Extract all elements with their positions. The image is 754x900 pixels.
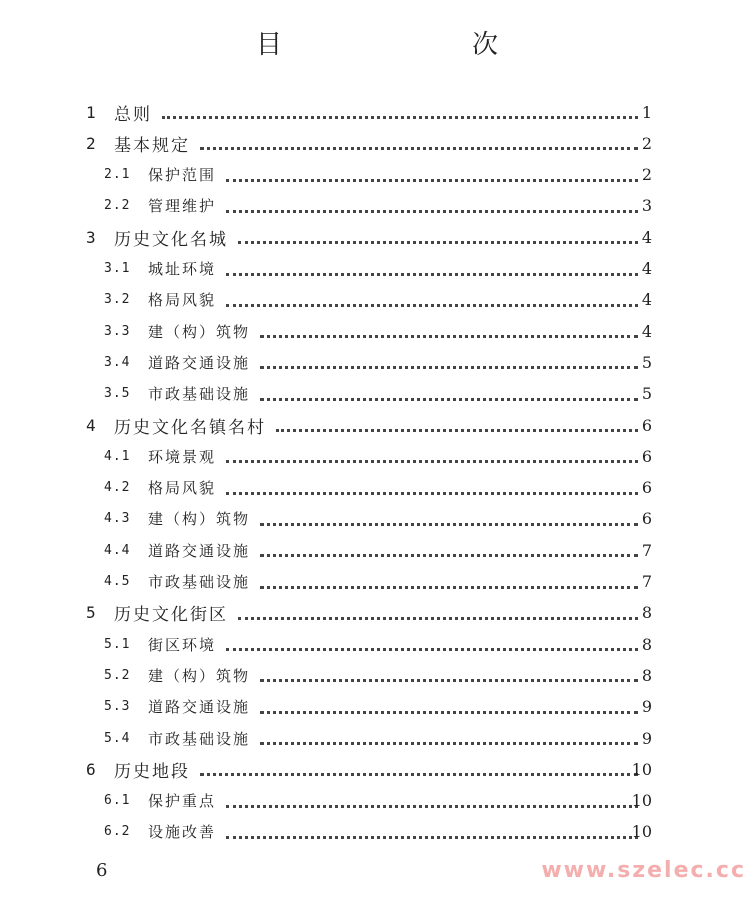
toc-entry-number: 4.1 — [104, 448, 131, 464]
toc-entry-title: 设施改善 — [148, 823, 217, 842]
toc-entry-page: 8 — [641, 603, 652, 623]
toc-entry-title: 环境景观 — [148, 447, 217, 466]
toc-entry-number: 3.1 — [104, 261, 131, 276]
toc-entry[interactable] — [104, 693, 652, 721]
toc-entry-page: 4 — [641, 227, 652, 247]
toc-entry-title: 市政基础设施 — [148, 385, 251, 404]
toc-dot-leader — [200, 144, 638, 150]
toc-entry-page: 8 — [641, 634, 652, 654]
toc-entry-number: 4.4 — [104, 542, 131, 558]
toc-entry-number: 3.5 — [104, 386, 131, 402]
toc-entry[interactable] — [86, 755, 652, 783]
toc-entry-number: 5.1 — [104, 636, 131, 652]
toc-entry-number: 4.2 — [104, 480, 131, 496]
page-number: 6 — [96, 860, 108, 881]
toc-entry-page: 6 — [641, 446, 652, 466]
toc-entry[interactable] — [104, 661, 652, 689]
toc-dot-leader — [260, 676, 638, 682]
toc-entry-title: 道路交通设施 — [148, 353, 251, 372]
toc-entry[interactable] — [104, 474, 652, 502]
toc-dot-leader — [226, 176, 638, 182]
toc-entry-page: 9 — [641, 697, 652, 717]
page-title: 目 次 — [255, 30, 544, 60]
toc-entry-page: 6 — [641, 478, 652, 498]
toc-entry-number: 2.2 — [104, 198, 131, 214]
toc-dot-leader — [226, 457, 638, 463]
toc-entry[interactable] — [104, 630, 652, 658]
toc-dot-leader — [238, 614, 638, 620]
toc-entry[interactable] — [104, 505, 652, 533]
toc-entry-page: 4 — [641, 290, 652, 310]
toc-entry-title: 市政基础设施 — [148, 729, 251, 748]
toc-entry-title: 管理维护 — [148, 197, 217, 216]
toc-dot-leader — [162, 113, 638, 119]
toc-entry[interactable] — [104, 568, 652, 596]
toc-entry-number: 5 — [86, 603, 96, 623]
toc-dot-leader — [260, 395, 638, 401]
toc-entry[interactable] — [104, 348, 652, 376]
toc-entry-page: 5 — [641, 384, 652, 404]
toc-entry-number: 4 — [86, 415, 96, 435]
watermark: www.szelec.cc — [541, 858, 746, 883]
toc-entry-page: 3 — [641, 196, 652, 216]
toc-entry-title: 道路交通设施 — [148, 698, 251, 717]
toc-dot-leader — [238, 238, 638, 244]
toc-entry[interactable] — [104, 787, 652, 815]
toc-entry[interactable] — [104, 818, 652, 846]
toc-entry[interactable] — [86, 129, 652, 157]
toc-dot-leader — [260, 332, 638, 338]
toc-dot-leader — [260, 363, 638, 369]
toc-entry-title: 建（构）筑物 — [148, 510, 251, 529]
toc-entry-title: 历史地段 — [114, 761, 190, 782]
toc-dot-leader — [260, 520, 638, 526]
toc-entry[interactable] — [104, 536, 652, 564]
toc-entry-number: 6.1 — [104, 793, 131, 809]
toc-dot-leader — [226, 802, 638, 808]
toc-entry-page: 6 — [641, 415, 652, 435]
toc-entry-page: 7 — [641, 540, 652, 560]
toc-entry-number: 6 — [86, 759, 96, 779]
toc-entry-number: 6.2 — [104, 824, 131, 840]
toc-dot-leader — [226, 207, 638, 213]
toc-entry-page: 4 — [641, 259, 652, 278]
toc-entry-title: 道路交通设施 — [148, 541, 251, 560]
toc-entry-page: 2 — [641, 165, 652, 185]
toc-entry-number: 3.4 — [104, 354, 131, 370]
toc-entry-number: 5.4 — [104, 730, 131, 746]
toc-dot-leader — [226, 270, 638, 276]
toc-entry-page: 8 — [641, 665, 652, 685]
toc-entry-title: 市政基础设施 — [148, 573, 251, 591]
toc-entry-title: 街区环境 — [148, 635, 217, 654]
toc-entry[interactable] — [104, 317, 652, 345]
toc-entry-number: 2 — [86, 133, 96, 153]
toc-entry-page: 1 — [641, 102, 652, 122]
toc-entry[interactable] — [104, 380, 652, 408]
toc-entry[interactable] — [104, 161, 652, 189]
toc-entry[interactable] — [86, 411, 652, 439]
toc-entry-number: 3.3 — [104, 323, 131, 339]
toc-entry[interactable] — [104, 442, 652, 470]
toc-entry-number: 4.5 — [104, 574, 131, 589]
toc-dot-leader — [226, 833, 638, 839]
toc-entry-title: 历史文化名镇名村 — [114, 417, 266, 438]
toc-dot-leader — [260, 583, 638, 589]
toc-dot-leader — [226, 301, 638, 307]
toc-dot-leader — [226, 645, 638, 651]
toc-dot-leader — [260, 739, 638, 745]
toc-entry-page: 9 — [641, 728, 652, 748]
toc-entry-title: 城址环境 — [148, 260, 217, 278]
toc-entry-title: 保护范围 — [148, 166, 217, 185]
toc-entry[interactable] — [86, 223, 652, 251]
toc-entry-number: 5.2 — [104, 667, 131, 683]
toc-dot-leader — [200, 770, 638, 776]
toc-entry-page: 2 — [641, 133, 652, 153]
toc-entry-number: 5.3 — [104, 699, 131, 715]
toc-entry[interactable] — [104, 255, 652, 283]
toc-entry-number: 3 — [86, 227, 96, 247]
toc-entry-title: 建（构）筑物 — [148, 666, 251, 685]
toc-entry[interactable] — [86, 98, 652, 126]
toc-entry-number: 2.1 — [104, 167, 131, 183]
toc-entry-title: 格局风貌 — [148, 479, 217, 498]
toc-entry-page: 10 — [631, 822, 652, 842]
toc-entry-page: 4 — [641, 321, 652, 341]
toc-entry-number: 4.3 — [104, 511, 131, 527]
toc-entry-title: 保护重点 — [148, 792, 217, 811]
toc-dot-leader — [276, 426, 638, 432]
toc-entry-title: 建（构）筑物 — [148, 322, 251, 341]
toc-entry-page: 5 — [641, 352, 652, 372]
toc-entry-page: 6 — [641, 509, 652, 529]
toc-dot-leader — [260, 551, 638, 557]
toc-entry-number: 1 — [86, 102, 96, 122]
toc-entry[interactable] — [104, 286, 652, 314]
toc-dot-leader — [260, 708, 638, 714]
toc-entry-page: 7 — [641, 572, 652, 591]
toc-entry-title: 总则 — [114, 104, 152, 125]
toc-entry[interactable] — [104, 724, 652, 752]
toc-entry-page: 10 — [631, 791, 652, 811]
toc-entry[interactable] — [86, 599, 652, 627]
toc-entry-title: 历史文化街区 — [114, 605, 228, 626]
toc-entry-title: 基本规定 — [114, 135, 190, 156]
toc-entry-title: 格局风貌 — [148, 291, 217, 310]
toc-entry-number: 3.2 — [104, 292, 131, 308]
toc-dot-leader — [226, 489, 638, 495]
toc-entry[interactable] — [104, 192, 652, 220]
toc-entry-page: 10 — [631, 759, 652, 779]
toc-entry-title: 历史文化名城 — [114, 229, 228, 250]
